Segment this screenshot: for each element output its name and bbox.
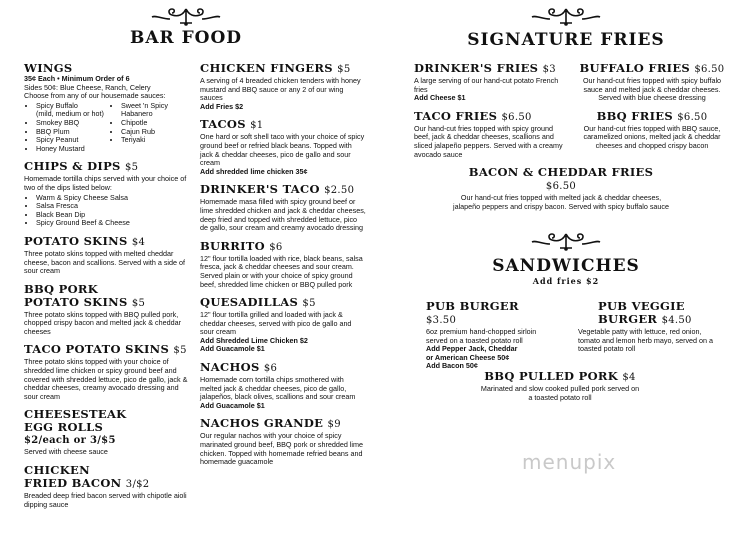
item-title: BBQ PULLED PORK [484,369,619,383]
item-addon: Add Shredded Lime Chicken $2 [200,335,308,345]
item-price: 3/$2 [125,479,150,491]
menu-item-taco-fries [414,110,564,159]
item-description: Homemade tortilla chips served with your choice of two of the dips listed below: [24,174,187,192]
list-item: • Warm & Spicy Cheese Salsa [36,194,190,203]
bar-food-column-2 [200,62,366,474]
item-price: $3 [542,64,556,75]
item-title: PUB VEGGIE [598,299,685,313]
menu-item-pub-veggie-burger [578,300,724,354]
menu-item-bbq-pulled-pork [480,370,640,402]
item-price: $6.50 [501,111,532,123]
list-item: • Sweet 'n Spicy [121,102,190,111]
item-title: TACOS [200,117,246,132]
list-item: • Spicy Buffalo [36,102,105,111]
section-title-bar-food: BAR FOOD [129,28,243,48]
list-item: • Cajun Rub [121,128,190,137]
item-title: BBQ FRIES [596,108,673,123]
section-title-signature-fries: SIGNATURE FRIES [467,30,665,50]
item-description: Our regular nachos with your choice of spicy marinated ground beef, BBQ pork or shredded lime chicken. Topped with homemade refried beans and homemade guacamole [200,431,364,467]
item-addon: or American Cheese 50¢ [426,352,510,362]
list-item: • Spicy Peanut [36,136,105,145]
menu-item-bacon-cheddar-fries [452,166,670,211]
item-addon: Add shredded lime chicken 35¢ [200,166,308,176]
item-description: Homemade masa filled with spicy ground beef or lime shredded chicken and jack & cheddar cheeses, deep fried and topped with shredded lettuce, pico de gallo, sour cream and creamy avocado dressing [200,197,366,233]
item-addon: Add Fries $2 [200,101,244,111]
item-title: TACO POTATO SKINS [24,342,170,357]
item-title: FRIED BACON [24,476,122,491]
item-title: NACHOS GRANDE [200,416,324,431]
menu-item-tacos [200,118,366,176]
menu-item-chips-dips [24,160,190,228]
item-title: POTATO SKINS [24,233,128,248]
menu-item-nachos-grande [200,417,366,466]
item-title: BUFFALO FRIES [579,61,691,75]
item-price: $4 [622,372,636,383]
menu-item-cheesesteak-egg-rolls [24,408,190,457]
menu-item-chicken-fingers [200,62,366,111]
item-description: Marinated and slow cooked pulled pork served on a toasted potato roll [480,384,640,402]
item-title: TACO FRIES [414,108,498,123]
item-price: $4 [131,236,146,248]
item-description: Three potato skins topped with melted cheddar cheese, bacon and scallions. Served with a side of sour cream [24,248,186,276]
item-price: $6.50 [545,181,577,192]
menu-item-buffalo-fries [574,62,730,103]
item-description: Homemade corn tortilla chips smothered with melted jack & cheddar cheeses, pico de gallo, jalapeños, black olives, scallions and sour cream [200,375,356,402]
item-description: 6oz premium hand-chopped sirloin served on a toasted potato roll [426,327,537,345]
sandwiches-note: Add fries $2 [532,276,600,286]
item-price: $5 [124,162,139,174]
item-description: Our hand-cut fries topped with spicy ground beef, jack & cheddar cheeses, scallions and sliced jalapeño peppers. Served with a creamy avocado sauce [414,123,563,159]
item-title: BURRITO [200,238,265,253]
item-addon: Add Cheese $1 [414,93,466,103]
item-description: A large serving of our hand-cut potato French fries [414,76,559,94]
menu-item-wings [24,62,190,153]
flourish-ornament-icon [150,7,222,27]
list-item: • Honey Mustard [36,145,105,154]
wings-sides: Sides 50¢: Blue Cheese, Ranch, Celery [24,82,151,92]
item-addon: Add Pepper Jack, Cheddar [426,344,518,354]
list-item: • Smokey BBQ [36,119,105,128]
wings-pricing: 35¢ Each • Minimum Order of 6 [24,74,130,83]
fries-column-left [414,62,564,166]
menu-item-burrito [200,240,366,289]
bar-food-column-1 [24,62,190,516]
flourish-ornament-icon [530,232,602,252]
fries-column-right [574,62,730,158]
item-title: DRINKER'S TACO [200,182,320,197]
item-price: $9 [327,419,341,431]
item-description: A serving of 4 breaded chicken tenders with honey mustard and BBQ sauce or any 2 of our wing sauces [200,76,361,103]
item-price: $4.50 [661,315,692,326]
item-title: BURGER [598,312,658,326]
list-item: • Chipotle [121,119,190,128]
item-price: $2.50 [324,185,355,197]
item-description: Our hand-cut fries topped with melted jack & cheddar cheeses, jalapeño peppers and crispy bacon. Served with spicy buffalo sauce [452,193,670,211]
watermark-logo: menupix [522,450,617,474]
item-addon: Add Guacamole $1 [200,344,265,354]
item-description: One hard or soft shell taco with your choice of spicy ground beef or refried black beans. Topped with jack & cheddar cheeses, pico de gallo and sour cream [200,132,365,168]
item-addon: Add Guacamole $1 [200,400,265,410]
menu-item-taco-potato-skins [24,343,190,401]
item-addon: Add Bacon 50¢ [426,361,478,371]
flourish-ornament-icon [530,7,602,27]
item-title: EGG ROLLS [24,420,104,435]
menu-item-bbq-fries [574,110,730,151]
menu-item-bbq-pork-skins [24,283,190,337]
item-description: 12" flour tortilla loaded with rice, black beans, salsa fresca, jack & cheddar cheeses and sour cream. Served plain or with your choice of spicy ground beef, shredded lime chicken or BBQ pulled pork [200,253,363,289]
item-title: BBQ PORK [24,281,99,296]
list-item: • Black Bean Dip [36,211,190,220]
item-description: Served with cheese sauce [24,447,108,457]
list-item: • Teriyaki [121,136,190,145]
menu-item-chicken-fried-bacon [24,464,190,509]
menu-item-drinkers-fries [414,62,564,103]
list-item: Habanero [121,109,153,119]
menu-item-nachos [200,361,366,410]
sauce-list [24,101,190,154]
menu-item-drinkers-taco [200,183,366,232]
item-title: PUB BURGER [426,299,519,313]
item-description: 12" flour tortilla grilled and loaded with jack & cheddar cheeses, served with pico de gallo and sour cream [200,310,352,337]
item-title: NACHOS [200,360,260,375]
item-title: DRINKER'S FRIES [414,61,539,75]
item-title: CHICKEN FINGERS [200,61,333,75]
item-title: WINGS [24,61,73,75]
item-description: Our hand-cut fries topped with spicy buffalo sauce and melted jack & cheddar cheeses. Served with blue cheese dressing [582,76,722,103]
item-price: $5 [302,298,316,310]
menu-item-quesadillas [200,296,366,354]
item-price: $6.50 [694,64,725,75]
item-description: Three potato skins topped with your choice of shredded lime chicken or spicy ground beef and covered with shredded lettuce, pico de gallo, jack & cheddar cheeses, creamy avocado dressing and sour cream [24,357,188,401]
list-item: • Salsa Fresca [36,202,190,211]
item-price: $6.50 [677,111,708,123]
item-title: CHIPS & DIPS [24,159,121,174]
item-title: QUESADILLAS [200,295,299,310]
item-price: $3.50 [426,315,457,326]
item-title: POTATO SKINS [24,294,128,309]
item-title: CHICKEN [24,463,90,478]
menu-item-potato-skins [24,235,190,276]
section-title-sandwiches: SANDWICHES [492,256,640,276]
item-description: Three potato skins topped with BBQ pulled pork, chopped crispy bacon and melted jack & cheddar cheeses [24,309,182,336]
item-description: Vegetable patty with lettuce, red onion, tomato and lemon herb mayo, served on a toasted potato roll [578,327,714,354]
item-price: $2/each or 3/$5 [24,435,116,447]
item-price: $5 [173,345,187,357]
list-item: • BBQ Plum [36,128,105,137]
list-item: (mild, medium or hot) [36,109,104,119]
item-title: CHEESESTEAK [24,407,127,422]
item-price: $6 [263,363,278,375]
menu-item-pub-burger [426,300,552,371]
item-price: $5 [131,297,146,309]
item-price: $6 [269,241,283,253]
item-price: $5 [337,64,351,75]
item-price: $1 [250,120,264,132]
item-title: BACON & CHEDDAR FRIES [468,165,654,179]
wings-sauce-intro: Choose from any of our housemade sauces: [24,91,166,101]
list-item: • Spicy Ground Beef & Cheese [36,219,190,228]
item-description: Our hand-cut fries topped with BBQ sauce, caramelized onions, melted jack & cheddar cheeses and chopped crispy bacon [583,123,721,150]
item-description: Breaded deep fried bacon served with chipotle aioli dipping sauce [24,491,187,509]
